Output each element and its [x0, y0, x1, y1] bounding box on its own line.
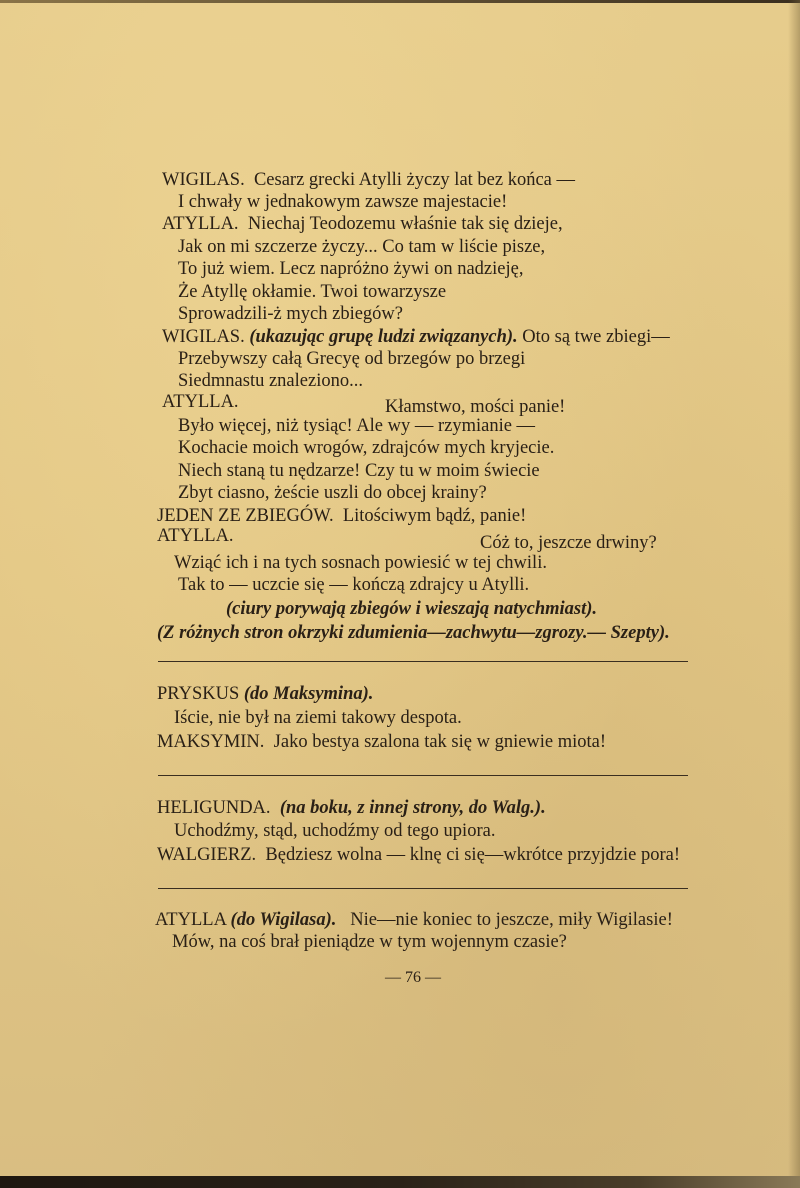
verse-line: [174, 552, 547, 574]
line-text: Kłamstwo, mości panie!: [385, 397, 566, 417]
stage-direction: (do Wigilasa).: [230, 910, 337, 930]
verse-line: [178, 370, 363, 392]
line-text: Wziąć ich i na tych sosnach powiesić w tej chwili.: [174, 553, 547, 573]
line-text: To już wiem. Lecz napróżno żywi on nadzieję,: [178, 259, 524, 279]
verse-line: [178, 258, 523, 280]
page-right-edge: [788, 0, 800, 1188]
dialogue-line: [157, 844, 680, 866]
verse-line: [178, 460, 540, 482]
stage-direction: (do Maksymina).: [243, 684, 374, 704]
speaker-name: MAKSYMIN.: [157, 732, 265, 752]
verse-line: [178, 574, 529, 596]
speaker-name: WIGILAS.: [162, 327, 245, 347]
speaker-name: ATYLLA.: [162, 214, 239, 234]
section-divider: [158, 661, 688, 662]
page-number: — 76 —: [385, 969, 441, 986]
verse-line: [174, 820, 495, 842]
verse-line: [480, 532, 657, 554]
stage-direction-text: (Z różnych stron okrzyki zdumienia—zachwytu—zgrozy.— Szepty).: [157, 623, 670, 643]
line-text: Niechaj Teodozemu właśnie tak się dzieje,: [247, 214, 563, 234]
line-text: Tak to — uczcie się — kończą zdrajcy u Atylli.: [178, 575, 530, 595]
verse-line: [178, 482, 487, 504]
stage-direction: [226, 598, 597, 620]
line-text: Kochacie moich wrogów, zdrajców mych kryjecie.: [178, 438, 555, 458]
speaker-name: WALGIERZ.: [157, 845, 257, 865]
stage-direction-text: (ciury porywają zbiegów i wieszają natychmiast).: [226, 599, 598, 619]
verse-line: [178, 415, 535, 437]
line-text: Niech staną tu nędzarze! Czy tu w moim świecie: [178, 461, 540, 481]
verse-line: [178, 236, 545, 258]
verse-line: [174, 707, 462, 729]
verse-line: [178, 303, 403, 325]
verse-line: [178, 437, 554, 459]
line-text: Cesarz grecki Atylli życzy lat bez końca —: [253, 170, 576, 190]
line-text: Sprowadzili-ż mych zbiegów?: [178, 304, 404, 324]
line-text: Litościwym bądź, panie!: [342, 506, 527, 526]
page-top-edge: [0, 0, 800, 3]
stage-direction: (na boku, z innej strony, do Walg.).: [279, 798, 546, 818]
stage-direction: [157, 622, 670, 644]
verse-line: [178, 348, 525, 370]
line-text: Siedmnastu znaleziono...: [178, 371, 363, 391]
verse-line: [178, 191, 507, 213]
speaker-name: JEDEN ZE ZBIEGÓW.: [157, 506, 334, 526]
dialogue-line: [157, 683, 373, 705]
dialogue-line: [162, 213, 563, 235]
line-text: I chwały w jednakowym zawsze majestacie!: [178, 192, 508, 212]
section-divider: [158, 775, 688, 776]
line-text: Cóż to, jeszcze drwiny?: [480, 533, 657, 553]
line-text: Uchodźmy, stąd, uchodźmy od tego upiora.: [174, 821, 496, 841]
line-text: Będziesz wolna — klnę ci się—wkrótce przyjdzie pora!: [265, 845, 680, 865]
speaker-name: ATYLLA.: [157, 526, 234, 546]
dialogue-line: [155, 909, 673, 931]
line-text: Oto są twe zbiegi—: [522, 327, 670, 347]
dialogue-line: [157, 731, 606, 753]
line-text: Było więcej, niż tysiąc! Ale wy — rzymianie —: [178, 416, 536, 436]
dialogue-line: [157, 525, 234, 547]
stage-direction: (ukazując grupę ludzi związanych).: [249, 327, 518, 347]
line-text: Że Atyllę okłamie. Twoi towarzysze: [178, 282, 447, 302]
speaker-name: HELIGUNDA.: [157, 798, 271, 818]
line-text: Iście, nie był na ziemi takowy despota.: [174, 708, 462, 728]
line-text: Przebywszy całą Grecyę od brzegów po brzegi: [178, 349, 526, 369]
line-text: Mów, na coś brał pieniądze w tym wojennym czasie?: [172, 932, 567, 952]
line-text: Jako bestya szalona tak się w gniewie miota!: [273, 732, 607, 752]
dialogue-line: [157, 797, 546, 819]
speaker-name: ATYLLA: [155, 910, 226, 930]
dialogue-line: [162, 326, 670, 348]
dialogue-line: [162, 391, 239, 413]
verse-line: [172, 931, 567, 953]
dialogue-line: [162, 169, 575, 191]
speaker-name: ATYLLA.: [162, 392, 239, 412]
verse-line: [178, 281, 446, 303]
speaker-name: WIGILAS.: [162, 170, 245, 190]
line-text: Zbyt ciasno, żeście uszli do obcej krainy?: [178, 483, 487, 503]
speaker-name: PRYSKUS: [157, 684, 240, 704]
line-text: Nie—nie koniec to jeszcze, miły Wigilasie!: [350, 910, 673, 930]
line-text: Jak on mi szczerze życzy... Co tam w liście pisze,: [178, 237, 546, 257]
page-bottom-edge: [0, 1176, 800, 1188]
dialogue-line: [157, 505, 526, 527]
section-divider: [158, 888, 688, 889]
